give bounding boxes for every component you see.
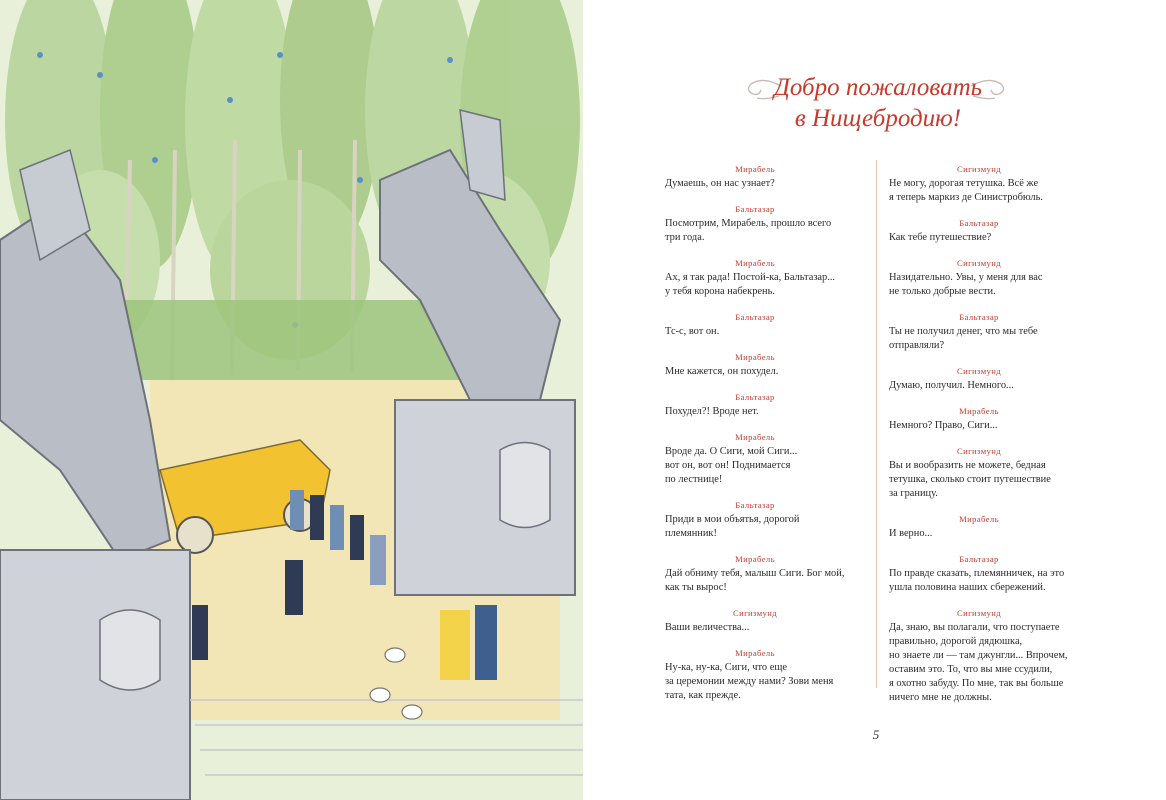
dialogue-line: Немного? Право, Сиги... (889, 420, 998, 431)
speaker-name: Мирабель (735, 432, 775, 442)
dialogue-line: Дай обниму тебя, малыш Сиги. Бог мой, (665, 568, 845, 579)
dialogue-line: три года. (665, 232, 705, 243)
dialogue-line: По правде сказать, племянничек, на это (889, 568, 1065, 579)
dialogue-column-right (889, 162, 1069, 716)
chapter-title-line-1: Добро пожаловать (773, 74, 983, 101)
dialogue-line: Ваши величества... (665, 622, 750, 633)
dialogue-line: отправляли? (889, 340, 945, 351)
speaker-name: Сигизмунд (956, 258, 1002, 268)
dialogue-line: тетушка, сколько стоит путешествие (889, 474, 1051, 485)
dialogue-line: Вроде да. О Сиги, мой Сиги... (665, 446, 798, 457)
dialogue-line: тата, как прежде. (665, 690, 741, 701)
dialogue-entry (889, 552, 1069, 595)
dialogue-line: Тс-с, вот он. (665, 326, 720, 337)
dialogue-line: И верно... (889, 528, 933, 539)
dialogue-line: Не могу, дорогая тетушка. Всё же (889, 178, 1039, 189)
dialogue-line: племянник! (665, 528, 717, 539)
chapter-title-line-2: в Нищебродию! (794, 105, 962, 132)
dialogue-entry (665, 552, 845, 595)
dialogue-line: Ты не получил денег, что мы тебе (889, 326, 1038, 337)
dialogue-line: не только добрые вести. (889, 286, 996, 297)
dialogue-entry (889, 606, 1069, 705)
dialogue-line: у тебя корона набекрень. (665, 286, 775, 297)
page-number: 5 (872, 727, 880, 742)
speaker-name: Сигизмунд (956, 366, 1002, 376)
dialogue-line: Думаешь, он нас узнает? (665, 178, 775, 189)
speaker-name: Мирабель (959, 514, 999, 524)
speaker-name: Мирабель (735, 648, 775, 658)
dialogue-entry (665, 350, 845, 379)
dialogue-column-left (665, 162, 845, 714)
speaker-name: Бальтазар (959, 218, 999, 228)
speaker-name: Сигизмунд (956, 164, 1002, 174)
dialogue-line: Ах, я так рада! Постой-ка, Бальтазар... (665, 272, 836, 283)
dialogue-entry (665, 390, 845, 419)
dialogue-entry (889, 256, 1069, 299)
dialogue-line: ничего мне не должны. (889, 692, 992, 703)
dialogue-entry (665, 162, 845, 191)
speaker-name: Сигизмунд (956, 446, 1002, 456)
dialogue-entry (889, 512, 1069, 541)
dialogue-entry (665, 498, 845, 541)
dialogue-line: Вы и вообразить не можете, бедная (889, 460, 1046, 471)
dialogue-entry (665, 606, 845, 635)
speaker-name: Мирабель (959, 406, 999, 416)
speaker-name: Мирабель (735, 164, 775, 174)
dialogue-entry (665, 310, 845, 339)
dialogue-entry (665, 256, 845, 299)
dialogue-line: Назидательно. Увы, у меня для вас (889, 272, 1043, 283)
dialogue-line: как ты вырос! (665, 582, 727, 593)
dialogue-line: я охотно забуду. По мне, так вы больше (889, 678, 1064, 689)
speaker-name: Сигизмунд (956, 608, 1002, 618)
dialogue-entry (665, 646, 845, 703)
speaker-name: Бальтазар (735, 500, 775, 510)
speaker-name: Бальтазар (959, 554, 999, 564)
column-divider (876, 160, 877, 688)
speaker-name: Сигизмунд (732, 608, 778, 618)
dialogue-entry (889, 444, 1069, 501)
dialogue-entry (665, 430, 845, 487)
dialogue-line: Мне кажется, он похудел. (665, 366, 779, 377)
dialogue-entry (889, 404, 1069, 433)
dialogue-line: по лестнице! (665, 474, 723, 485)
chapter-title (733, 72, 1023, 134)
dialogue-line: Думаю, получил. Немного... (889, 380, 1014, 391)
dialogue-line: Посмотрим, Мирабель, прошло всего (665, 218, 832, 229)
speaker-name: Бальтазар (735, 392, 775, 402)
dialogue-line: правильно, дорогой дядюшка, (889, 636, 1023, 647)
speaker-name: Бальтазар (735, 312, 775, 322)
dialogue-entry (665, 202, 845, 245)
speaker-name: Бальтазар (735, 204, 775, 214)
dialogue-entry (889, 162, 1069, 205)
dialogue-line: Приди в мои объятья, дорогой (665, 514, 800, 525)
dialogue-entry (889, 216, 1069, 245)
dialogue-line: ушла половина наших сбережений. (889, 582, 1046, 593)
speaker-name: Мирабель (735, 352, 775, 362)
dialogue-line: за церемонии между нами? Зови меня (665, 676, 834, 687)
text-page (583, 0, 1166, 800)
dialogue-line: но знаете ли — там джунгли... Впрочем, (889, 650, 1068, 661)
dialogue-line: оставим это. То, что вы мне ссудили, (889, 664, 1053, 675)
speaker-name: Мирабель (735, 258, 775, 268)
dialogue-line: Ну-ка, ну-ка, Сиги, что еще (665, 662, 787, 673)
dialogue-line: вот он, вот он! Поднимается (665, 460, 791, 471)
dialogue-line: я теперь маркиз де Синистробюль. (889, 192, 1043, 203)
dialogue-entry (889, 364, 1069, 393)
dialogue-line: Как тебе путешествие? (889, 232, 992, 243)
dialogue-entry (889, 310, 1069, 353)
dialogue-line: Похудел?! Вроде нет. (665, 406, 759, 417)
speaker-name: Бальтазар (959, 312, 999, 322)
speaker-name: Мирабель (735, 554, 775, 564)
dialogue-line: за границу. (889, 488, 938, 499)
dialogue-line: Да, знаю, вы полагали, что поступаете (889, 622, 1060, 633)
